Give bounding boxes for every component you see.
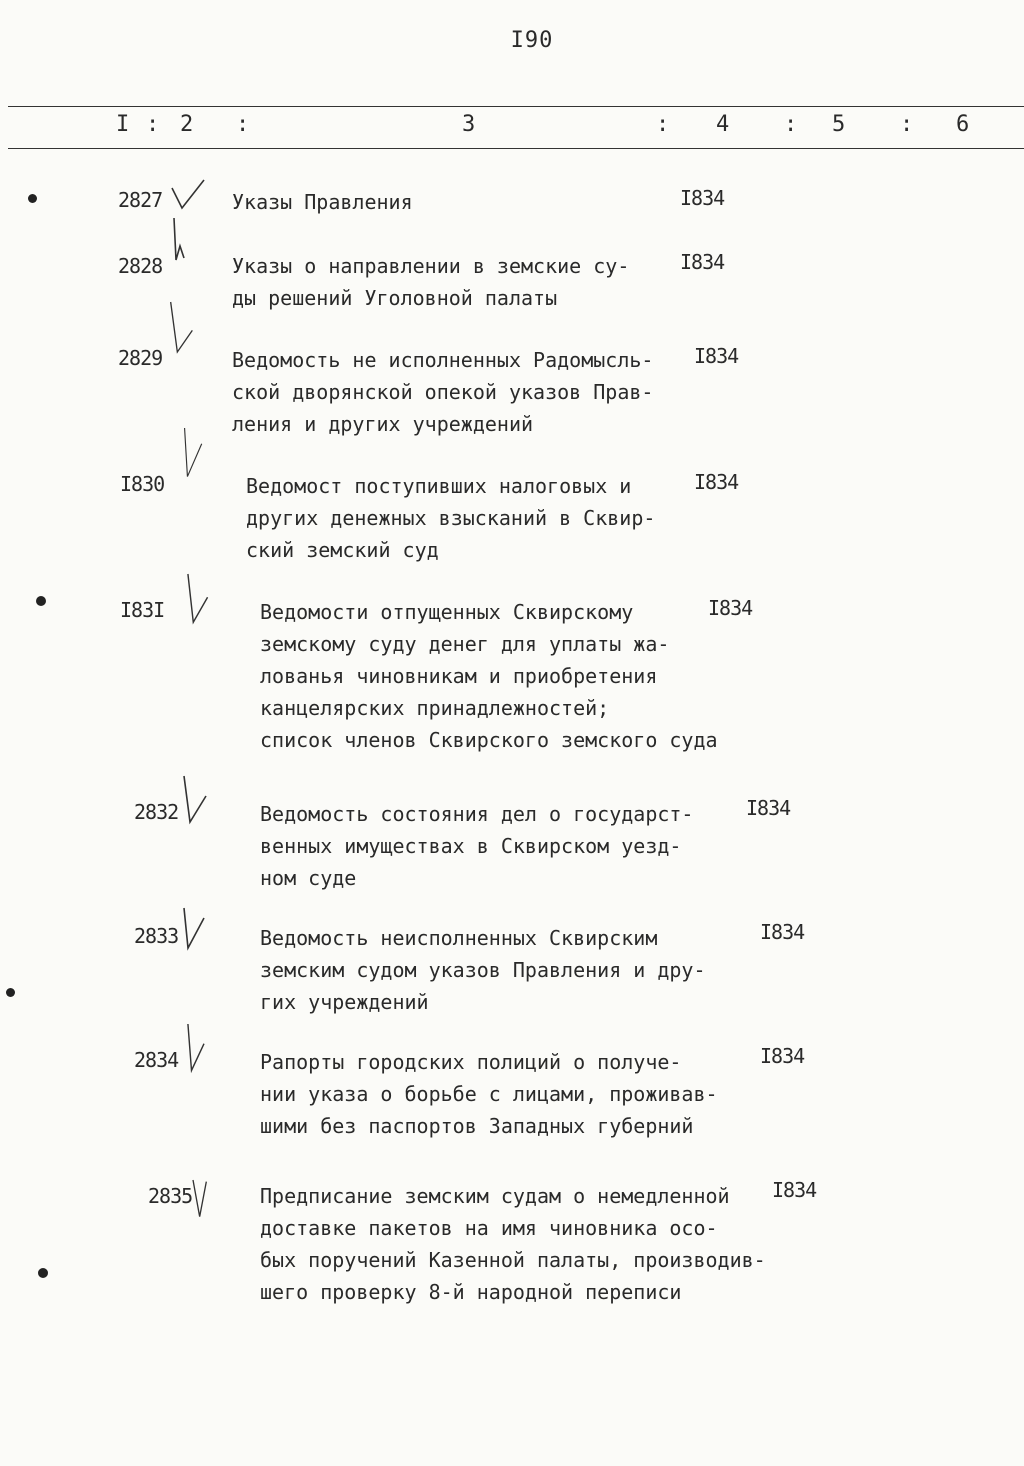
entry-year: I834 bbox=[680, 250, 725, 274]
check-mark-icon bbox=[164, 302, 204, 352]
column-header-2: 2 bbox=[180, 112, 194, 137]
entry-title: Ведомость неисполненных Сквирским земским судом указов Правления и дру- гих учреждений bbox=[260, 926, 706, 1014]
entry-title: Ведомость не исполненных Радомысль- ской дворянской опекой указов Прав- ления и других учреждений bbox=[232, 348, 654, 436]
punch-hole-mark bbox=[36, 596, 46, 606]
entry-number: 2827 bbox=[118, 188, 163, 212]
column-separator: : bbox=[900, 112, 914, 137]
entry-year: I834 bbox=[680, 186, 725, 210]
entry-year: I834 bbox=[746, 796, 791, 820]
entry-title: Указы Правления bbox=[232, 190, 413, 214]
entry-year: I834 bbox=[708, 596, 753, 620]
entry-title: Указы о направлении в земские су- ды решений Уголовной палаты bbox=[232, 254, 630, 310]
check-mark-icon bbox=[176, 428, 216, 478]
entry-number: 2828 bbox=[118, 254, 163, 278]
column-separator: : bbox=[784, 112, 798, 137]
column-separator: : bbox=[236, 112, 250, 137]
column-header-3: 3 bbox=[462, 112, 476, 137]
column-separator: : bbox=[146, 112, 160, 137]
entry-number: 2835 bbox=[148, 1184, 193, 1208]
column-header-4: 4 bbox=[716, 112, 730, 137]
entry-title: Ведомости отпущенных Сквирскому земскому суду денег для уплаты жа- лованья чиновникам и приобретения канцелярских принадлежностей; список членов Сквирского земского суда bbox=[260, 600, 718, 752]
entry-number: 2832 bbox=[134, 800, 179, 824]
check-mark-icon bbox=[188, 1170, 228, 1220]
check-mark-icon bbox=[182, 776, 222, 826]
entry-title: Рапорты городских полиций о получе- нии указа о борьбе с лицами, проживав- шими без паспортов Западных губерний bbox=[260, 1050, 718, 1138]
entry-title: Ведомост поступивших налоговых и других денежных взысканий в Сквир- ский земский суд bbox=[246, 474, 656, 562]
entry-title: Ведомость состояния дел о государст- венных имуществах в Сквирском уезд- ном суде bbox=[260, 802, 694, 890]
check-mark-icon bbox=[184, 574, 224, 624]
entry-year: I834 bbox=[694, 470, 739, 494]
entry-year: I834 bbox=[694, 344, 739, 368]
entry-number: 2834 bbox=[134, 1048, 179, 1072]
column-header-5: 5 bbox=[832, 112, 846, 137]
entry-year: I834 bbox=[772, 1178, 817, 1202]
entry-number: I83I bbox=[120, 598, 165, 622]
check-mark-icon bbox=[182, 904, 222, 954]
entry-year: I834 bbox=[760, 1044, 805, 1068]
table-header-top-rule bbox=[8, 106, 1024, 107]
page-number: I90 bbox=[510, 28, 554, 53]
check-mark-icon bbox=[168, 218, 208, 268]
column-header-6: 6 bbox=[956, 112, 970, 137]
entry-year: I834 bbox=[760, 920, 805, 944]
punch-hole-mark bbox=[28, 194, 37, 203]
punch-hole-mark bbox=[6, 988, 15, 997]
check-mark-icon bbox=[168, 172, 208, 222]
check-mark-icon bbox=[184, 1024, 224, 1074]
entry-title: Предписание земским судам о немедленной доставке пакетов на имя чиновника осо- бых поручений Казенной палаты, производив- шего проверку 8-й народной переписи bbox=[260, 1184, 766, 1304]
entry-number: 2833 bbox=[134, 924, 179, 948]
entry-number: 2829 bbox=[118, 346, 163, 370]
entry-number: I830 bbox=[120, 472, 165, 496]
column-header-1: I bbox=[116, 112, 130, 137]
punch-hole-mark bbox=[38, 1268, 48, 1278]
table-header-bottom-rule bbox=[8, 148, 1024, 149]
column-separator: : bbox=[656, 112, 670, 137]
